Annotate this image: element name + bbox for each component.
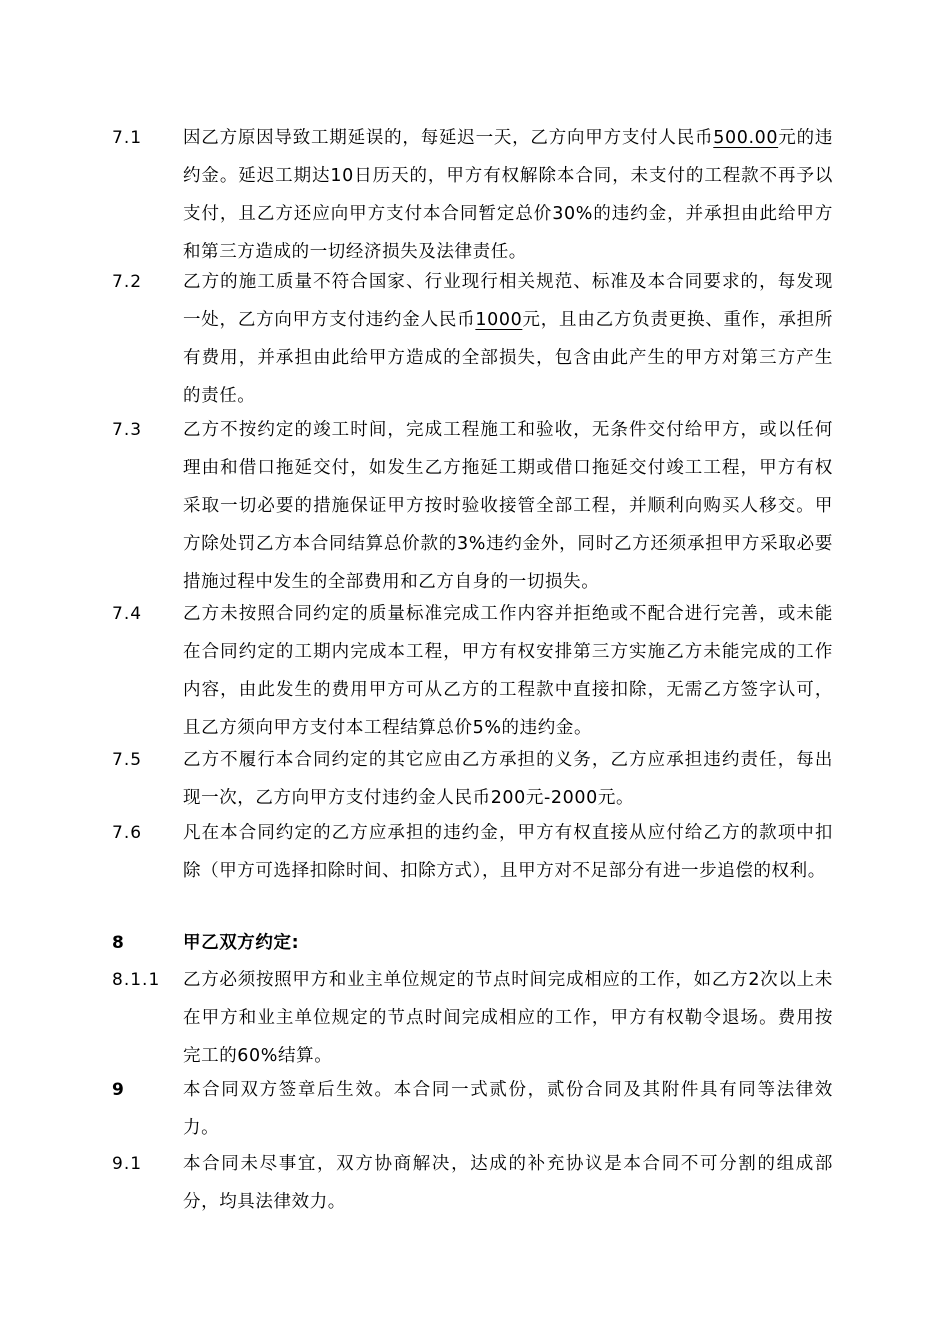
clause-8-heading (112, 924, 840, 962)
penalty-amount: 500.00 (713, 128, 779, 148)
clause-text: 凡在本合同约定的乙方应承担的违约金，甲方有权直接从应付给乙方的款项中扣除（甲方可选择扣除时间、扣除方式），且甲方对不足部分有进一步追偿的权利。 (183, 823, 833, 881)
clause-7-4 (112, 595, 840, 747)
clause-9-1 (112, 1145, 840, 1221)
clause-7-5 (112, 741, 840, 817)
clause-text-part: 元，且由乙方负责更换、重作，承担所有费用，并承担由此给甲方造成的全部损失，包含由此产生的甲方对第三方产生的责任。 (183, 310, 833, 406)
clause-7-6 (112, 814, 840, 890)
clause-text: 乙方不按约定的竣工时间，完成工程施工和验收，无条件交付给甲方，或以任何理由和借口拖延交付，如发生乙方拖延工期或借口拖延交付竣工工程，甲方有权采取一切必要的措施保证甲方按时验收接管全部工程，并顺利向购买人移交。甲方除处罚乙方本合同结算总价款的3%违约金外，同时乙方还须承担甲方采取必要措施过程中发生的全部费用和乙方自身的一切损失。 (183, 420, 833, 592)
clause-text: 本合同双方签章后生效。本合同一式贰份，贰份合同及其附件具有同等法律效力。 (183, 1080, 833, 1138)
clause-text: 本合同未尽事宜，双方协商解决，达成的补充协议是本合同不可分割的组成部分，均具法律效力。 (183, 1154, 833, 1212)
clause-text: 乙方必须按照甲方和业主单位规定的节点时间完成相应的工作，如乙方2次以上未在甲方和业主单位规定的节点时间完成相应的工作，甲方有权勒令退场。费用按完工的60%结算。 (183, 970, 833, 1066)
clause-7-1 (112, 119, 840, 271)
clause-text-part: 因乙方原因导致工期延误的，每延迟一天，乙方向甲方支付人民币 (183, 128, 714, 148)
clause-number: 7.5 (112, 750, 143, 770)
clause-text: 乙方未按照合同约定的质量标准完成工作内容并拒绝或不配合进行完善，或未能在合同约定的工期内完成本工程，甲方有权安排第三方实施乙方未能完成的工作内容，由此发生的费用甲方可从乙方的工程款中直接扣除，无需乙方签字认可，且乙方须向甲方支付本工程结算总价5%的违约金。 (183, 604, 833, 738)
clause-number: 7.2 (112, 272, 143, 292)
clause-7-2 (112, 263, 840, 415)
clause-number: 7.1 (112, 128, 143, 148)
section-heading: 甲乙双方约定: (183, 933, 300, 953)
clause-9 (112, 1071, 840, 1147)
clause-number: 7.6 (112, 823, 143, 843)
clause-number: 8 (112, 933, 125, 953)
clause-text-part: 元的违约金。延迟工期达10日历天的，甲方有权解除本合同，未支付的工程款不再予以支付，且乙方还应向甲方支付本合同暂定总价30%的违约金，并承担由此给甲方和第三方造成的一切经济损失及法律责任。 (183, 128, 833, 262)
clause-text (183, 263, 833, 415)
clause-number: 8.1.1 (112, 970, 161, 990)
clause-text (183, 119, 833, 271)
clause-number: 9 (112, 1080, 125, 1100)
clause-7-3 (112, 411, 840, 601)
clause-text: 乙方不履行本合同约定的其它应由乙方承担的义务，乙方应承担违约责任，每出现一次，乙方向甲方支付违约金人民币200元-2000元。 (183, 750, 833, 808)
penalty-amount: 1000 (475, 310, 523, 330)
clause-number: 7.4 (112, 604, 143, 624)
clause-number: 9.1 (112, 1154, 143, 1174)
clause-text-part: 乙方的施工质量不符合国家、行业现行相关规范、标准及本合同要求的，每发现一处，乙方向甲方支付违约金人民币 (183, 272, 833, 330)
clause-number: 7.3 (112, 420, 143, 440)
clause-8-1-1 (112, 961, 840, 1075)
